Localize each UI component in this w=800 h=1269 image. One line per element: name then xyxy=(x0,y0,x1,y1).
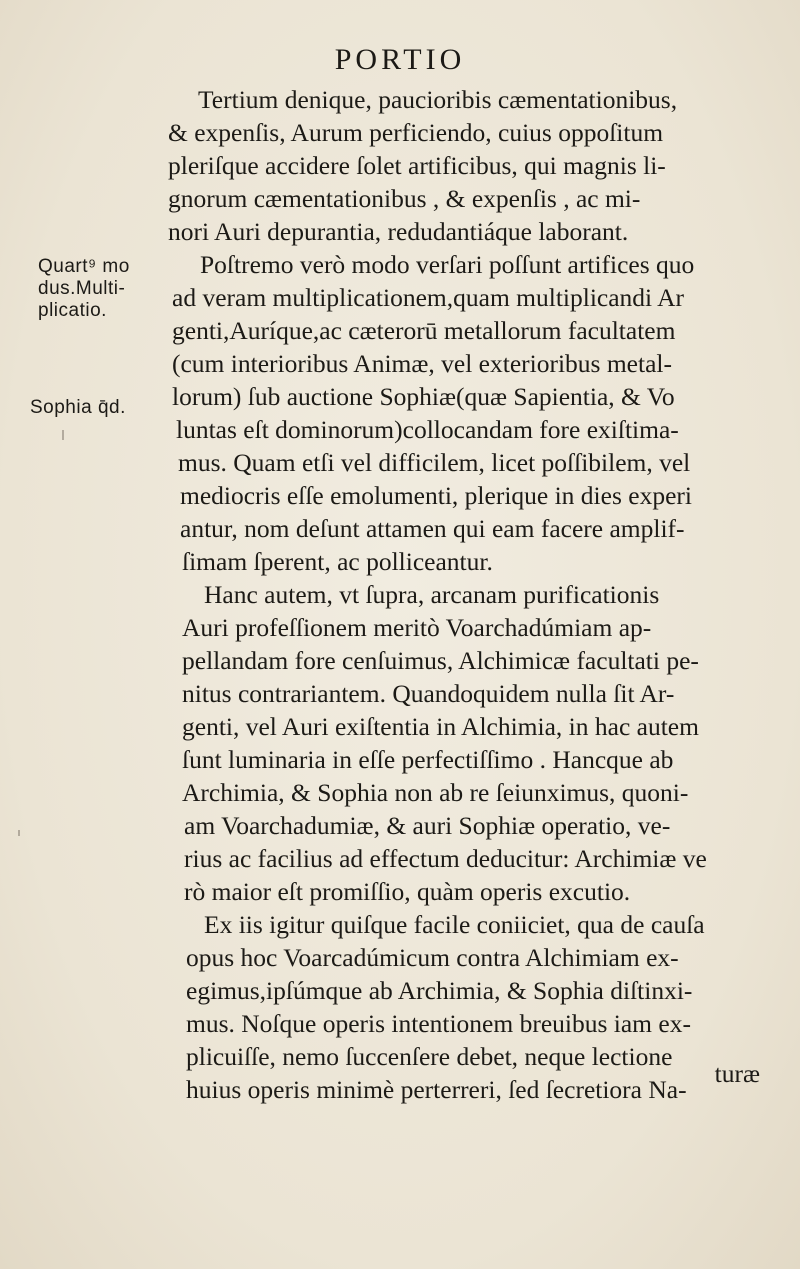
running-head: PORTIO xyxy=(334,43,466,76)
text-line: & expenſis, Aurum perficiendo, cuius oppoſitum xyxy=(168,118,664,147)
text-line: gnorum cæmentationibus , & expenſis , ac mi- xyxy=(168,184,641,213)
margin-note-1: Quart⁹ mo xyxy=(38,256,130,277)
text-line: Tertium denique, paucioribis cæmentationibus, xyxy=(198,85,678,114)
text-line: antur, nom deſunt attamen qui eam facere amplif- xyxy=(180,514,685,543)
text-line: Hanc autem, vt ſupra, arcanam purificationis xyxy=(204,580,660,609)
text-line: mus. Noſque operis intentionem breuibus iam ex- xyxy=(186,1009,691,1038)
stray-ink-mark xyxy=(18,830,20,836)
text-line: pellandam fore cenſuimus, Alchimicæ facultati pe- xyxy=(182,646,699,675)
stray-ink-mark xyxy=(62,430,64,440)
text-line: plicuiſſe, nemo ſuccenſere debet, neque lectione xyxy=(186,1042,673,1071)
margin-note-3: plicatio. xyxy=(38,300,107,321)
text-line: mediocris eſſe emolumenti, plerique in dies experi xyxy=(180,481,692,510)
text-line: genti, vel Auri exiſtentia in Alchimia, in hac autem xyxy=(182,712,699,741)
text-line: Ex iis igitur quiſque facile coniiciet, qua de cauſa xyxy=(204,910,705,939)
text-line: huius operis minimè perterreri, ſed ſecretiora Na- xyxy=(186,1075,687,1104)
text-line: egimus,ipſúmque ab Archimia, & Sophia diſtinxi- xyxy=(186,976,693,1005)
catchword: turæ xyxy=(714,1059,760,1088)
text-line: Archimia, & Sophia non ab re ſeiunximus, quoni- xyxy=(182,778,689,807)
margin-note-2: dus.Multi- xyxy=(38,278,126,299)
text-line: genti,Auríque,ac cæterorū metallorum facultatem xyxy=(172,316,676,345)
text-line: rius ac facilius ad effectum deducitur: Archimiæ ve xyxy=(184,844,707,873)
margin-note-4: Sophia q̄d. xyxy=(30,397,126,418)
text-line: lorum) ſub auctione Sophiæ(quæ Sapientia, & Vo xyxy=(172,382,675,411)
text-line: ſunt luminaria in eſſe perfectiſſimo . Hancque ab xyxy=(182,745,674,774)
text-line: Poſtremo verò modo verſari poſſunt artifices quo xyxy=(200,250,695,279)
text-line: Auri profeſſionem meritò Voarchadúmiam ap- xyxy=(182,613,652,642)
text-line: ſimam ſperent, ac polliceantur. xyxy=(182,547,493,576)
text-line: (cum interioribus Animæ, vel exterioribus metal- xyxy=(172,349,672,378)
text-line: am Voarchadumiæ, & auri Sophiæ operatio, ve- xyxy=(184,811,671,840)
text-line: ad veram multiplicationem,quam multiplicandi Ar xyxy=(172,283,685,312)
text-line: luntas eſt dominorum)collocandam fore exiſtima- xyxy=(176,415,679,444)
text-line: opus hoc Voarcadúmicum contra Alchimiam ex- xyxy=(186,943,679,972)
text-line: nori Auri depurantia, redudantiáque laborant. xyxy=(168,217,629,246)
text-line: mus. Quam etſi vel difficilem, licet poſſibilem, vel xyxy=(178,448,691,477)
text-line: rò maior eſt promiſſio, quàm operis excutio. xyxy=(184,877,631,906)
text-line: nitus contrariantem. Quandoquidem nulla ſit Ar- xyxy=(182,679,675,708)
text-line: pleriſque accidere ſolet artificibus, qui magnis li- xyxy=(168,151,666,180)
